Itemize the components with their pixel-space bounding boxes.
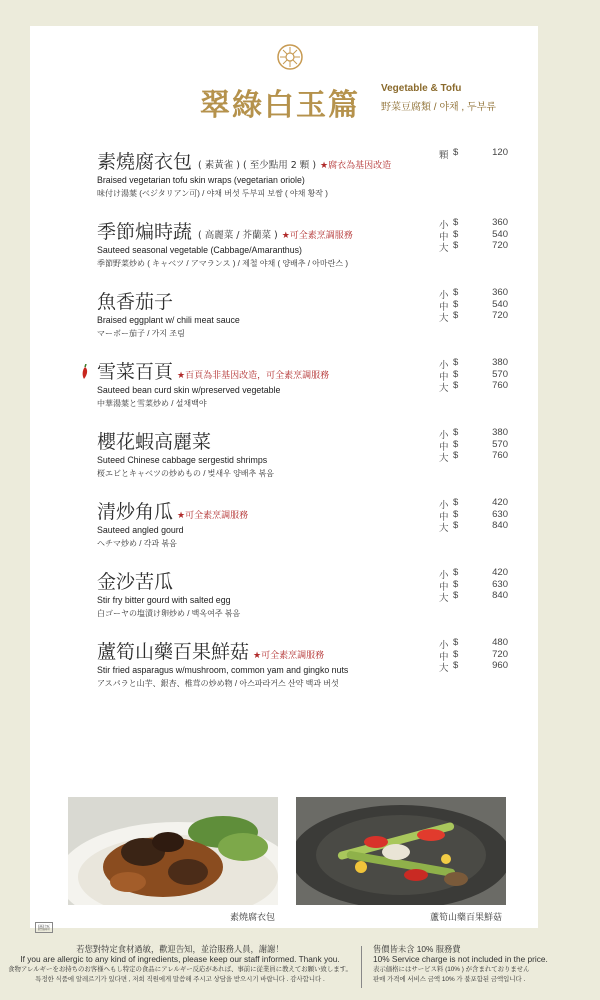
item-name: 季節煸時蔬 (97, 221, 193, 243)
item-name-line (97, 287, 173, 314)
price-currency: $ (453, 438, 459, 450)
price-value: 630 (492, 508, 508, 520)
item-japanese-korean-name: ヘチマ炒め / 각과 볶음 (97, 539, 177, 548)
item-japanese-korean-name: 白ゴーヤの塩漬け卵炒め / 백옥여주 볶음 (97, 609, 241, 618)
info-badge: 圖語 (35, 922, 53, 933)
price-size: 大 (439, 453, 449, 465)
price-currency: $ (453, 217, 459, 228)
price-currency: $ (453, 240, 459, 252)
price-size: 小 (439, 290, 449, 301)
price-currency: $ (453, 380, 459, 392)
price-size: 中 (439, 231, 449, 243)
chili-pepper-icon (80, 364, 90, 380)
price-line (439, 240, 509, 255)
price-value: 760 (492, 380, 508, 392)
price-currency: $ (453, 310, 459, 322)
price-line (439, 357, 509, 369)
price-currency: $ (453, 427, 459, 438)
item-english-name: Braised eggplant w/ chili meat sauce (97, 315, 240, 325)
price-value: 570 (492, 368, 508, 380)
price-line (439, 147, 509, 159)
allergy-notice-zh: 若您對特定食材過敏，歡迎告知，並洽服務人員，謝謝！ (76, 944, 284, 954)
item-name: 雪菜百頁 (97, 361, 174, 383)
photo-tofu-skin-wraps (68, 797, 278, 905)
service-charge-jp: 表示価格にはサービス料 (10% ) が含まれておりません (373, 965, 530, 973)
lotus-emblem-icon (277, 44, 303, 70)
allergy-notice-jp: 食物アレルギーをお持ちのお客様へもし特定の食品にアレルギー反応があれば、事前に従業員に教えてお願い致します。 (8, 965, 352, 973)
price-size: 大 (439, 313, 449, 325)
price-value: 420 (492, 567, 508, 578)
price-size: 中 (439, 441, 449, 453)
price-line (439, 509, 509, 521)
item-prices (439, 217, 509, 255)
price-line (439, 579, 509, 591)
price-value: 360 (492, 217, 508, 228)
item-name: 金沙苦瓜 (97, 571, 174, 593)
price-line (439, 660, 509, 675)
footer-divider (361, 946, 362, 988)
item-tag: ( 高麗菜 / 芥蘭菜 ) (198, 230, 278, 241)
section-title-english: Vegetable & Tofu (381, 83, 462, 94)
price-value: 960 (492, 660, 508, 672)
price-line (439, 287, 509, 299)
item-prices (439, 497, 509, 535)
menu-item (0, 637, 600, 707)
item-prices (439, 637, 509, 675)
item-name-line (97, 637, 324, 664)
price-currency: $ (453, 567, 459, 578)
price-currency: $ (453, 508, 459, 520)
item-japanese-korean-name: 中華湯葉と雪菜炒め / 설채백야 (97, 399, 207, 408)
item-japanese-korean-name: マーボー茄子 / 가지 조림 (97, 329, 185, 338)
price-size: 大 (439, 243, 449, 255)
price-line (439, 299, 509, 311)
price-line (439, 217, 509, 229)
price-line (439, 590, 509, 605)
price-currency: $ (453, 648, 459, 660)
item-japanese-korean-name: 季節野菜炒め ( キャベツ / アマランス ) / 제철 야채 ( 양배추 / 아마란스 ) (97, 259, 348, 268)
price-size: 大 (439, 523, 449, 535)
item-english-name: Braised vegetarian tofu skin wraps (vegetarian oriole) (97, 175, 305, 185)
price-currency: $ (453, 450, 459, 462)
price-size: 中 (439, 651, 449, 663)
price-value: 720 (492, 648, 508, 660)
price-line (439, 229, 509, 241)
price-currency: $ (453, 357, 459, 368)
price-size: 中 (439, 511, 449, 523)
menu-item (0, 287, 600, 357)
item-japanese-korean-name: 味付け湯葉 (ベジタリアン可) / 야채 버섯 두부피 보쌈 ( 야채 황작 ) (97, 189, 328, 198)
photo-asparagus-mushroom (296, 797, 506, 905)
item-name: 櫻花蝦高麗菜 (97, 431, 212, 453)
item-name-line (97, 217, 353, 244)
price-size: 小 (439, 570, 449, 581)
menu-item (0, 217, 600, 287)
service-charge-kr: 판매 가격에 서비스 금액 10% 가 불포함된 금액입니다 . (373, 976, 526, 984)
allergy-notice (0, 944, 360, 986)
menu-item (0, 357, 600, 427)
item-name-line (97, 497, 248, 524)
item-name: 魚香茄子 (97, 291, 174, 313)
price-size: 大 (439, 593, 449, 605)
service-charge-notice (373, 944, 598, 986)
price-value: 720 (492, 240, 508, 252)
item-note: ★百頁為非基因改造，可全素烹調服務 (177, 371, 330, 381)
price-currency: $ (453, 228, 459, 240)
price-currency: $ (453, 298, 459, 310)
price-value: 720 (492, 310, 508, 322)
price-size: 小 (439, 640, 449, 651)
section-title: 翠綠白玉篇 (200, 88, 360, 123)
photo-caption-right: 蘆筍山藥百果鮮菇 (430, 912, 503, 922)
item-name: 清炒角瓜 (97, 501, 174, 523)
service-charge-en: 10% Service charge is not included in the price. (373, 954, 548, 965)
section-subtitle: 野菜豆腐類 / 야채 , 두부류 (381, 102, 496, 113)
allergy-notice-kr: 특정한 식품에 알레르기가 있다면 , 저희 직원에게 말씀해 주시고 상담을 받으시기 바랍니다 . 감사합니다 . (35, 976, 325, 984)
price-value: 420 (492, 497, 508, 508)
item-prices (439, 357, 509, 395)
price-size: 中 (439, 301, 449, 313)
price-line (439, 380, 509, 395)
item-english-name: Sauteed angled gourd (97, 525, 184, 535)
price-value: 540 (492, 228, 508, 240)
price-currency: $ (453, 660, 459, 672)
price-currency: $ (453, 497, 459, 508)
item-name-line (97, 357, 329, 384)
item-note: ★可全素烹調服務 (253, 651, 325, 661)
price-value: 360 (492, 287, 508, 298)
price-value: 540 (492, 298, 508, 310)
price-value: 380 (492, 357, 508, 368)
price-size: 大 (439, 383, 449, 395)
price-size: 中 (439, 371, 449, 383)
allergy-notice-en: If you are allergic to any kind of ingredients, please keep our staff informed. Thank you. (20, 954, 340, 965)
price-line (439, 649, 509, 661)
price-size: 中 (439, 581, 449, 593)
item-prices (439, 567, 509, 605)
price-line (439, 450, 509, 465)
price-size: 小 (439, 220, 449, 231)
item-name: 素燒腐衣包 (97, 151, 193, 173)
item-english-name: Suteed Chinese cabbage sergestid shrimps (97, 455, 268, 465)
item-note: ★腐衣為基因改造 (320, 161, 392, 171)
menu-item (0, 427, 600, 497)
price-currency: $ (453, 590, 459, 602)
item-name-line (97, 427, 211, 454)
service-charge-zh: 售價皆未含 10% 服務費 (373, 944, 461, 954)
price-value: 840 (492, 520, 508, 532)
item-english-name: Sauteed bean curd skin w/preserved vegetable (97, 385, 281, 395)
price-currency: $ (453, 637, 459, 648)
item-japanese-korean-name: アスパラと山芋、銀杏、椎茸の炒め物 / 아스파라거스 산약 백과 버섯 (97, 679, 339, 688)
price-currency: $ (453, 368, 459, 380)
price-line (439, 310, 509, 325)
price-line (439, 520, 509, 535)
menu-item (0, 147, 600, 217)
item-note: ★可全素烹調服務 (177, 511, 249, 521)
price-size: 小 (439, 430, 449, 441)
price-value: 570 (492, 438, 508, 450)
price-line (439, 567, 509, 579)
item-name-line (97, 147, 391, 174)
item-prices (439, 147, 509, 159)
price-size: 小 (439, 360, 449, 371)
price-line (439, 369, 509, 381)
price-line (439, 427, 509, 439)
price-line (439, 497, 509, 509)
photo-caption-left: 素燒腐衣包 (230, 912, 276, 922)
item-english-name: Sauteed seasonal vegetable (Cabbage/Amaranthus) (97, 245, 302, 255)
item-name-line (97, 567, 173, 594)
item-name: 蘆筍山藥百果鮮菇 (97, 641, 250, 663)
item-note: ★可全素烹調服務 (281, 231, 353, 241)
price-size: 大 (439, 663, 449, 675)
menu-item (0, 567, 600, 637)
item-english-name: Stir fry bitter gourd with salted egg (97, 595, 231, 605)
price-value: 480 (492, 637, 508, 648)
price-currency: $ (453, 147, 459, 158)
price-value: 380 (492, 427, 508, 438)
item-tag: ( 素黃雀 ) ( 至少點用 2 顆 ) (198, 160, 317, 171)
price-size: 顆 (439, 150, 449, 161)
price-value: 840 (492, 590, 508, 602)
price-currency: $ (453, 287, 459, 298)
price-currency: $ (453, 578, 459, 590)
price-currency: $ (453, 520, 459, 532)
price-size: 小 (439, 500, 449, 511)
item-prices (439, 427, 509, 465)
price-value: 760 (492, 450, 508, 462)
item-japanese-korean-name: 桜エビとキャベツの炒めもの / 벚새우 양배추 볶음 (97, 469, 274, 478)
price-line (439, 439, 509, 451)
item-english-name: Stir fried asparagus w/mushroom, common yam and gingko nuts (97, 665, 349, 675)
price-line (439, 637, 509, 649)
price-value: 120 (492, 147, 508, 158)
price-value: 630 (492, 578, 508, 590)
item-prices (439, 287, 509, 325)
menu-item (0, 497, 600, 567)
